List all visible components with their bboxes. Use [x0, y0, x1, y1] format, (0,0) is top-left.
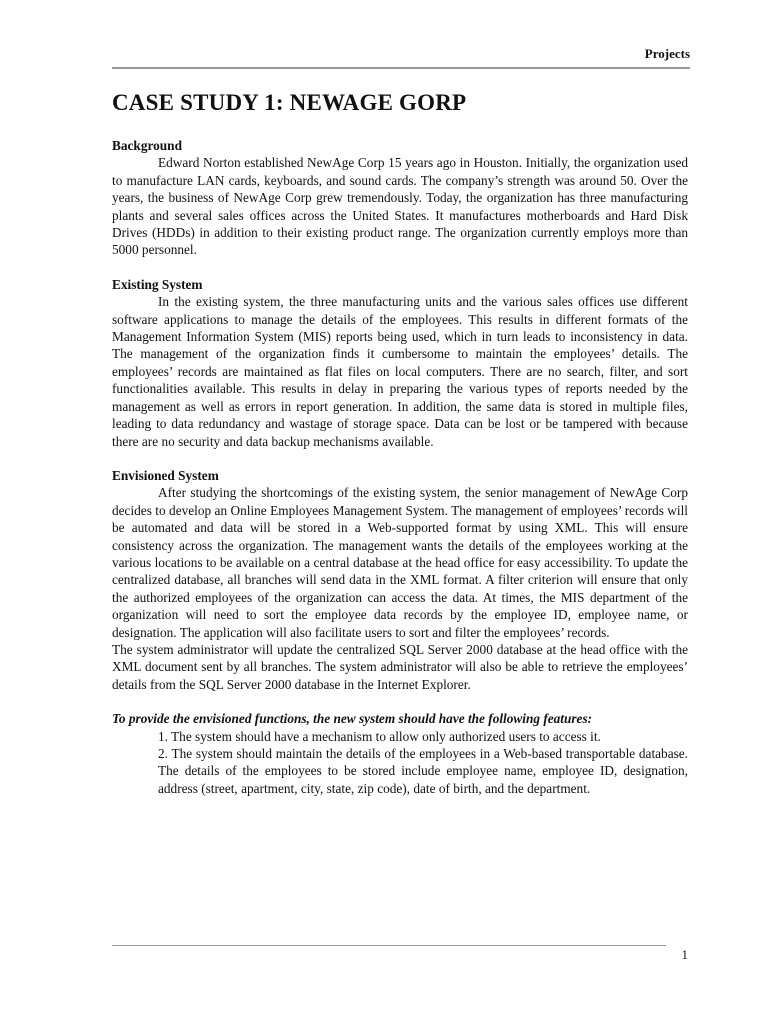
- section-spacer: [112, 259, 688, 276]
- envisioned-system-paragraph-2: The system administrator will update the centralized SQL Server 2000 database at the head office with the XML document sent by all branches. The system administrator will also be able to retrieve the employees’ details from the SQL Server 2000 database in the Internet Explorer.: [112, 641, 688, 692]
- background-heading: Background: [112, 138, 182, 153]
- running-header: Projects: [644, 46, 690, 61]
- features-list: [112, 728, 688, 798]
- envisioned-system-paragraph-1: After studying the shortcomings of the existing system, the senior management of NewAge Corp decides to develop an Online Employees Management System. The management of employees’ records will be automated and data will be stored in a Web-supported format by using XML. This will ensure consistency across the organization. The management wants the details of the employees working at the various locations to be available on a central database at the head office for easy accessibility. To update the centralized database, all branches will send data in the XML format. A filter criterion will ensure that only the authorized employees of the organization can access the data. At times, the MIS department of the organization will need to sort the employee data records by the employee ID, employee name, or designation. The application will also facilitate users to sort and filter the employees’ records.: [112, 485, 688, 640]
- page-title: CASE STUDY 1: NEWAGE GORP: [112, 90, 467, 115]
- envisioned-system-heading: Envisioned System: [112, 467, 219, 483]
- feature-item-1: 1. The system should have a mechanism to allow only authorized users to access it.: [158, 728, 601, 744]
- footer-rule: [112, 945, 666, 946]
- section-spacer: [112, 693, 688, 710]
- background-paragraph: Edward Norton established NewAge Corp 15 years ago in Houston. Initially, the organization used to manufacture LAN cards, keyboards, and sound cards. The company’s strength was around 50. Over the years, the business of NewAge Corp grew tremendously. Today, the organization has three manufacturing plants and several sales offices across the United States. It manufactures motherboards and Hard Disk Drives (HDDs) in addition to their existing product range. The organization currently employs more than 5000 personnel.: [112, 155, 688, 258]
- page-number: 1: [681, 947, 688, 962]
- feature-item-2: 2. The system should maintain the details of the employees in a Web-based transportable database. The details of the employees to be stored include employee name, employee ID, designation, address (street, apartment, city, state, zip code), date of birth, and the department.: [158, 746, 688, 796]
- existing-system-paragraph: In the existing system, the three manufacturing units and the various sales offices use different software applications to manage the details of the employees. This results in different formats of the Management Information System (MIS) reports being used, which in turn leads to inconsistency in data. The management of the organization finds it cumbersome to maintain the employees’ details. The employees’ records are maintained as flat files on local computers. There are no search, filter, and sort functionalities available. This results in delay in preparing the various types of reports needed by the management as well as errors in report generation. In addition, the same data is stored in multiple files, leading to data redundancy and wastage of storage space. Data can be lost or be tampered with because there are no security and data backup mechanisms available.: [112, 294, 688, 449]
- header-rule: [112, 67, 690, 69]
- section-spacer: [112, 450, 688, 467]
- document-body: [112, 137, 688, 797]
- features-intro: To provide the envisioned functions, the new system should have the following features:: [112, 711, 593, 727]
- existing-system-heading: Existing System: [112, 276, 203, 292]
